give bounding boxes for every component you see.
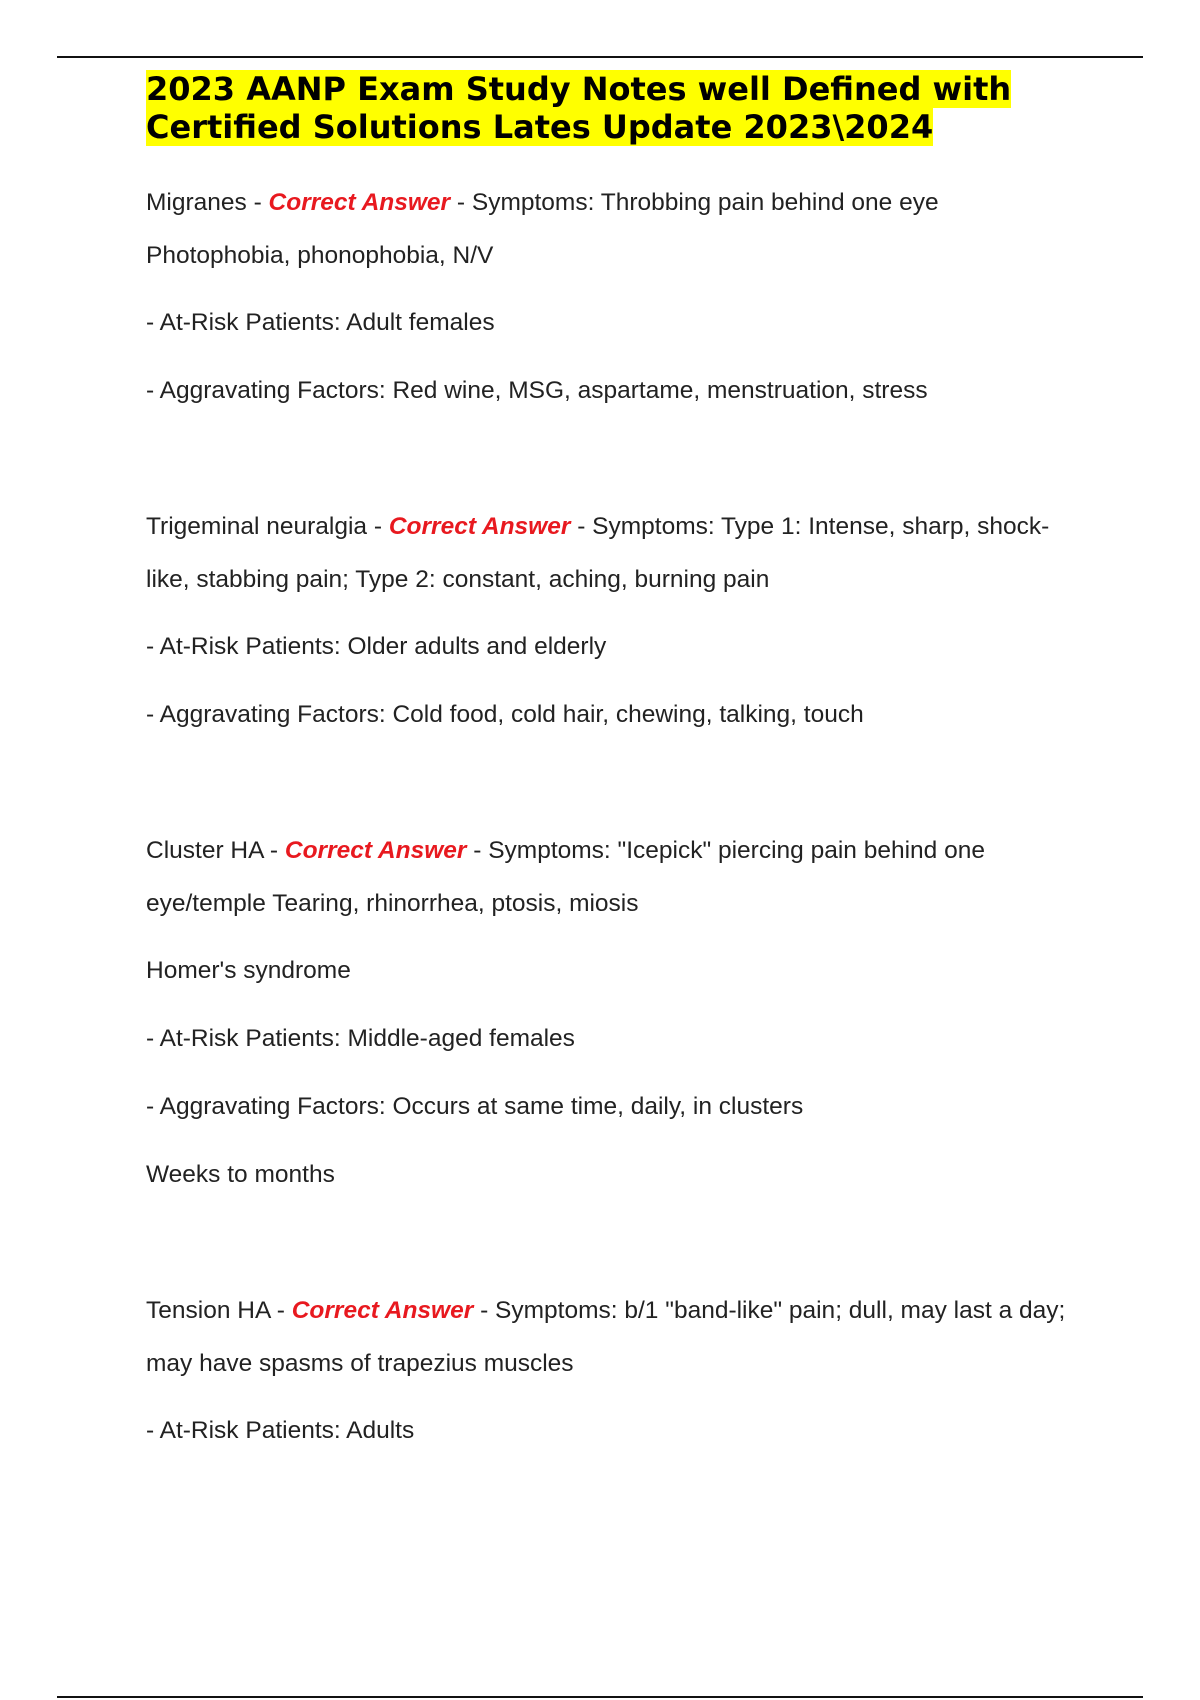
note-question-line: Cluster HA - Correct Answer - Symptoms: "Icepick" piercing pain behind one eye/temple Tearing, rhinorrhea, ptosis, miosis bbox=[146, 837, 985, 917]
note-term: Cluster HA bbox=[146, 837, 264, 864]
note-detail-line: - At-Risk Patients: Middle-aged females bbox=[146, 1025, 575, 1052]
note-detail-line: - At-Risk Patients: Adult females bbox=[146, 309, 495, 336]
title-highlight: 2023 AANP Exam Study Notes well Defined with Certified Solutions Lates Update 2023\2024 bbox=[146, 70, 1012, 146]
correct-answer-label: Correct Answer bbox=[284, 837, 467, 864]
study-note-entry bbox=[146, 1284, 1086, 1458]
note-detail-line: - Aggravating Factors: Cold food, cold hair, chewing, talking, touch bbox=[146, 701, 864, 728]
note-detail-line: - At-Risk Patients: Adults bbox=[146, 1417, 415, 1444]
note-term: Trigeminal neuralgia bbox=[146, 513, 368, 540]
note-detail-line: Homer's syndrome bbox=[146, 957, 351, 984]
bottom-divider bbox=[57, 1696, 1143, 1698]
correct-answer-label: Correct Answer bbox=[291, 1297, 474, 1324]
note-term: Tension HA bbox=[146, 1297, 270, 1324]
study-note-entry bbox=[146, 500, 1086, 742]
note-question-line: Trigeminal neuralgia - Correct Answer - Symptoms: Type 1: Intense, sharp, shock-like, stabbing pain; Type 2: constant, aching, burning pain bbox=[146, 513, 1050, 593]
note-detail-line: Weeks to months bbox=[146, 1161, 335, 1188]
document-body bbox=[146, 70, 1086, 1458]
note-question-line: Tension HA - Correct Answer - Symptoms: b/1 "band-like" pain; dull, may last a day; may have spasms of trapezius muscles bbox=[146, 1297, 1066, 1377]
note-term: Migranes bbox=[146, 189, 247, 216]
note-detail-line: - At-Risk Patients: Older adults and elderly bbox=[146, 633, 607, 660]
note-detail-line: - Aggravating Factors: Red wine, MSG, aspartame, menstruation, stress bbox=[146, 377, 928, 404]
note-question-line: Migranes - Correct Answer - Symptoms: Throbbing pain behind one eye Photophobia, phonophobia, N/V bbox=[146, 189, 939, 269]
correct-answer-label: Correct Answer bbox=[388, 513, 571, 540]
top-divider bbox=[57, 56, 1143, 58]
note-answer: Symptoms: "Icepick" piercing pain behind one eye/temple Tearing, rhinorrhea, ptosis, miosis bbox=[146, 837, 985, 917]
note-detail-line: - Aggravating Factors: Occurs at same time, daily, in clusters bbox=[146, 1093, 804, 1120]
note-answer: Symptoms: b/1 "band-like" pain; dull, may last a day; may have spasms of trapezius muscles bbox=[146, 1297, 1066, 1377]
note-answer: Symptoms: Type 1: Intense, sharp, shock-like, stabbing pain; Type 2: constant, aching, burning pain bbox=[146, 513, 1050, 593]
study-notes-list bbox=[146, 176, 1086, 1458]
document-title bbox=[146, 70, 1086, 146]
study-note-entry bbox=[146, 824, 1086, 1202]
study-note-entry bbox=[146, 176, 1086, 418]
correct-answer-label: Correct Answer bbox=[268, 189, 451, 216]
note-answer: Symptoms: Throbbing pain behind one eye Photophobia, phonophobia, N/V bbox=[146, 189, 939, 269]
